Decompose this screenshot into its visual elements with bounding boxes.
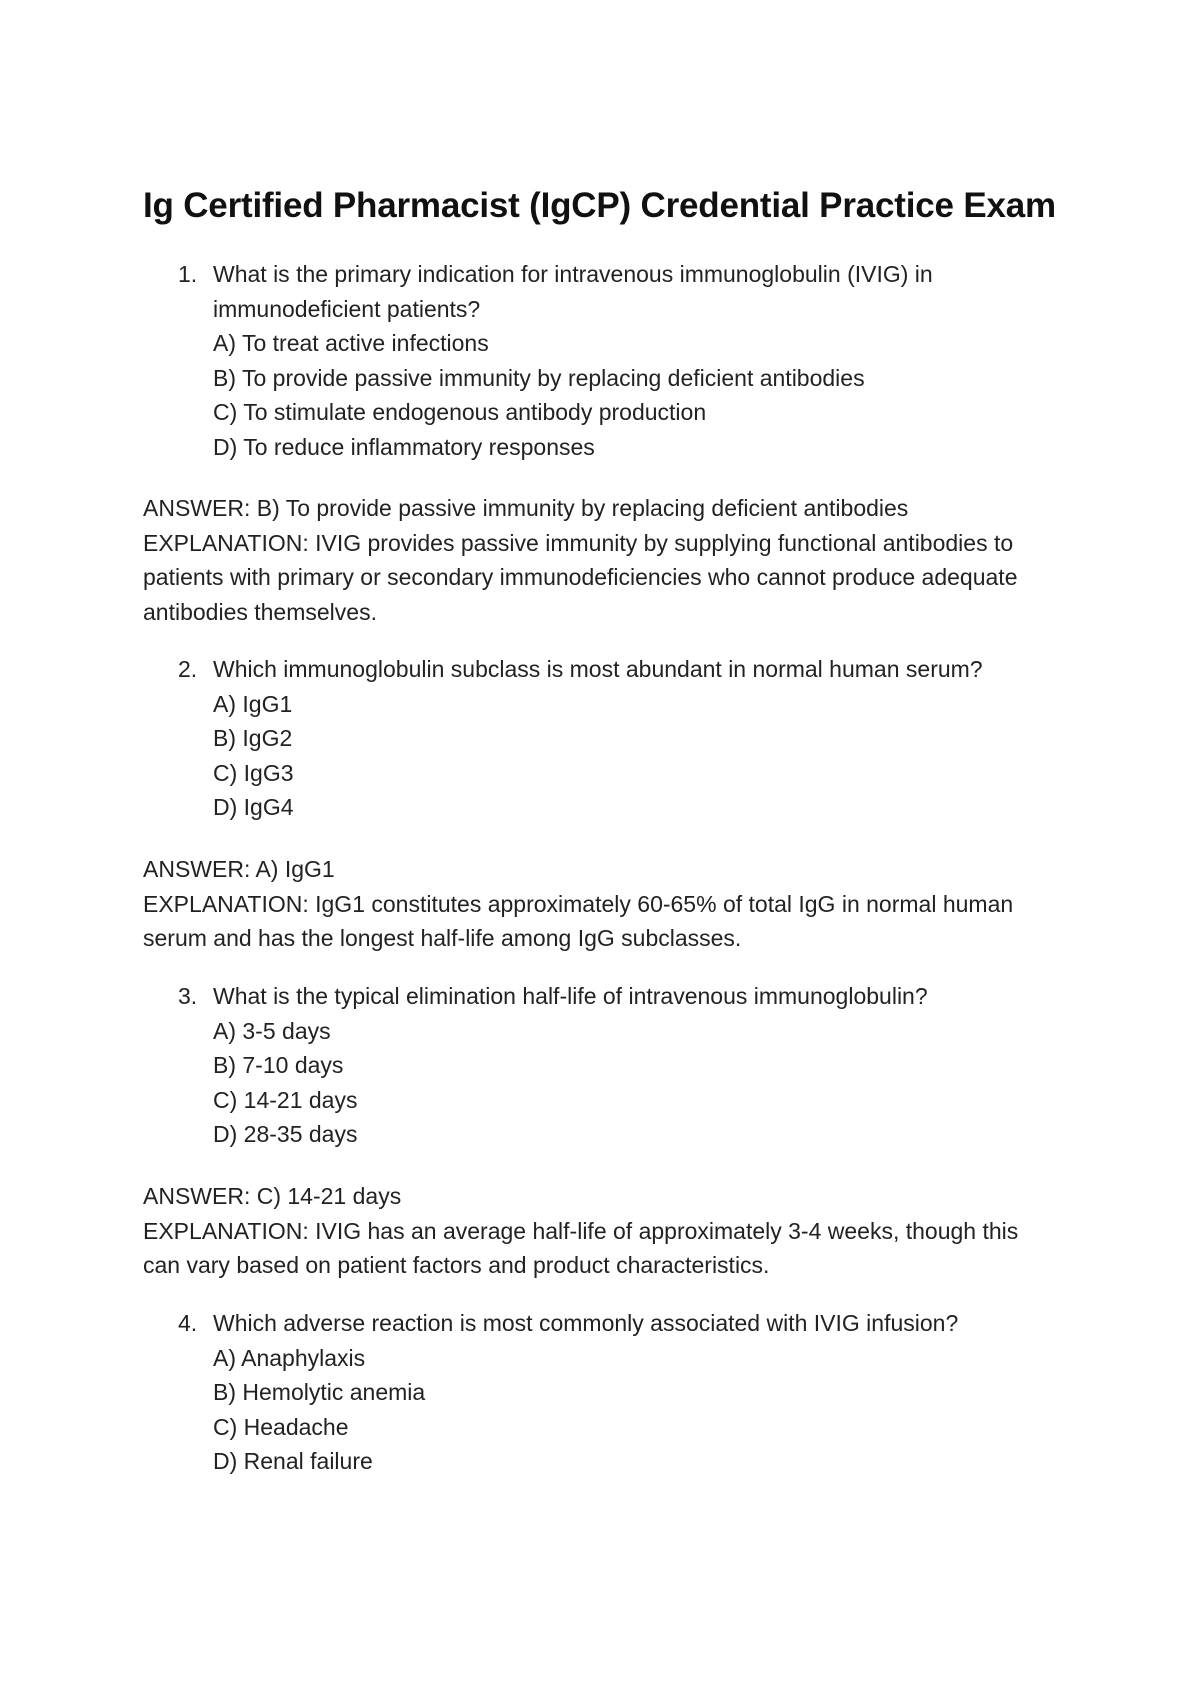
option-b: B) 7-10 days (213, 1052, 344, 1078)
option-d: D) 28-35 days (213, 1121, 358, 1147)
option-d: D) Renal failure (213, 1448, 373, 1474)
question-number: 2. (178, 656, 198, 682)
question-number: 4. (178, 1310, 198, 1336)
answer-block-1 (143, 491, 1063, 629)
answer-line: ANSWER: B) To provide passive immunity by replacing deficient antibodies (143, 495, 909, 521)
option-b: B) IgG2 (213, 725, 293, 751)
answer-block-3 (143, 1179, 1063, 1283)
question-number: 3. (178, 983, 198, 1009)
option-a: A) To treat active infections (213, 330, 489, 356)
question-text (143, 652, 1063, 687)
answer-line: ANSWER: A) IgG1 (143, 856, 335, 882)
question-text (143, 1306, 1063, 1341)
explanation-line: EXPLANATION: IVIG provides passive immunity by supplying functional antibodies to (143, 529, 1014, 556)
option-a: A) IgG1 (213, 690, 293, 717)
explanation-line: patients with primary or secondary immunodeficiencies who cannot produce adequate (143, 564, 1018, 590)
question-text-line: immunodeficient patients? (213, 295, 481, 322)
question-text (143, 979, 1063, 1014)
question-number: 1. (178, 261, 198, 287)
question-1 (143, 257, 1063, 464)
option-c: C) 14-21 days (213, 1086, 358, 1113)
option-d: D) IgG4 (213, 794, 294, 820)
option-c: C) Headache (213, 1413, 349, 1440)
option-b: B) Hemolytic anemia (213, 1379, 426, 1405)
question-text-line: Which immunoglobulin subclass is most abundant in normal human serum? (213, 656, 983, 682)
answer-block-2 (143, 852, 1063, 956)
option-b: B) To provide passive immunity by replacing deficient antibodies (213, 364, 865, 391)
option-a: A) 3-5 days (213, 1017, 331, 1044)
explanation-line: serum and has the longest half-life among IgG subclasses. (143, 925, 742, 951)
question-text-line: What is the typical elimination half-life of intravenous immunoglobulin? (213, 983, 928, 1009)
answer-line: ANSWER: C) 14-21 days (143, 1183, 402, 1209)
question-2 (143, 652, 1063, 825)
option-a: A) Anaphylaxis (213, 1344, 366, 1371)
question-text-line: What is the primary indication for intravenous immunoglobulin (IVIG) in (213, 261, 933, 287)
question-text (143, 257, 1063, 292)
option-c: C) To stimulate endogenous antibody production (213, 399, 707, 425)
explanation-line: can vary based on patient factors and product characteristics. (143, 1252, 770, 1278)
question-text-line: Which adverse reaction is most commonly associated with IVIG infusion? (213, 1310, 959, 1336)
question-4 (143, 1306, 1063, 1479)
explanation-line: antibodies themselves. (143, 598, 377, 625)
explanation-line: EXPLANATION: IgG1 constitutes approximately 60-65% of total IgG in normal human (143, 890, 1014, 917)
option-c: C) IgG3 (213, 759, 294, 786)
option-d: D) To reduce inflammatory responses (213, 433, 595, 460)
question-3 (143, 979, 1063, 1152)
explanation-line: EXPLANATION: IVIG has an average half-life of approximately 3-4 weeks, though this (143, 1217, 1019, 1244)
page-title: Ig Certified Pharmacist (IgCP) Credential Practice Exam (143, 186, 1056, 225)
